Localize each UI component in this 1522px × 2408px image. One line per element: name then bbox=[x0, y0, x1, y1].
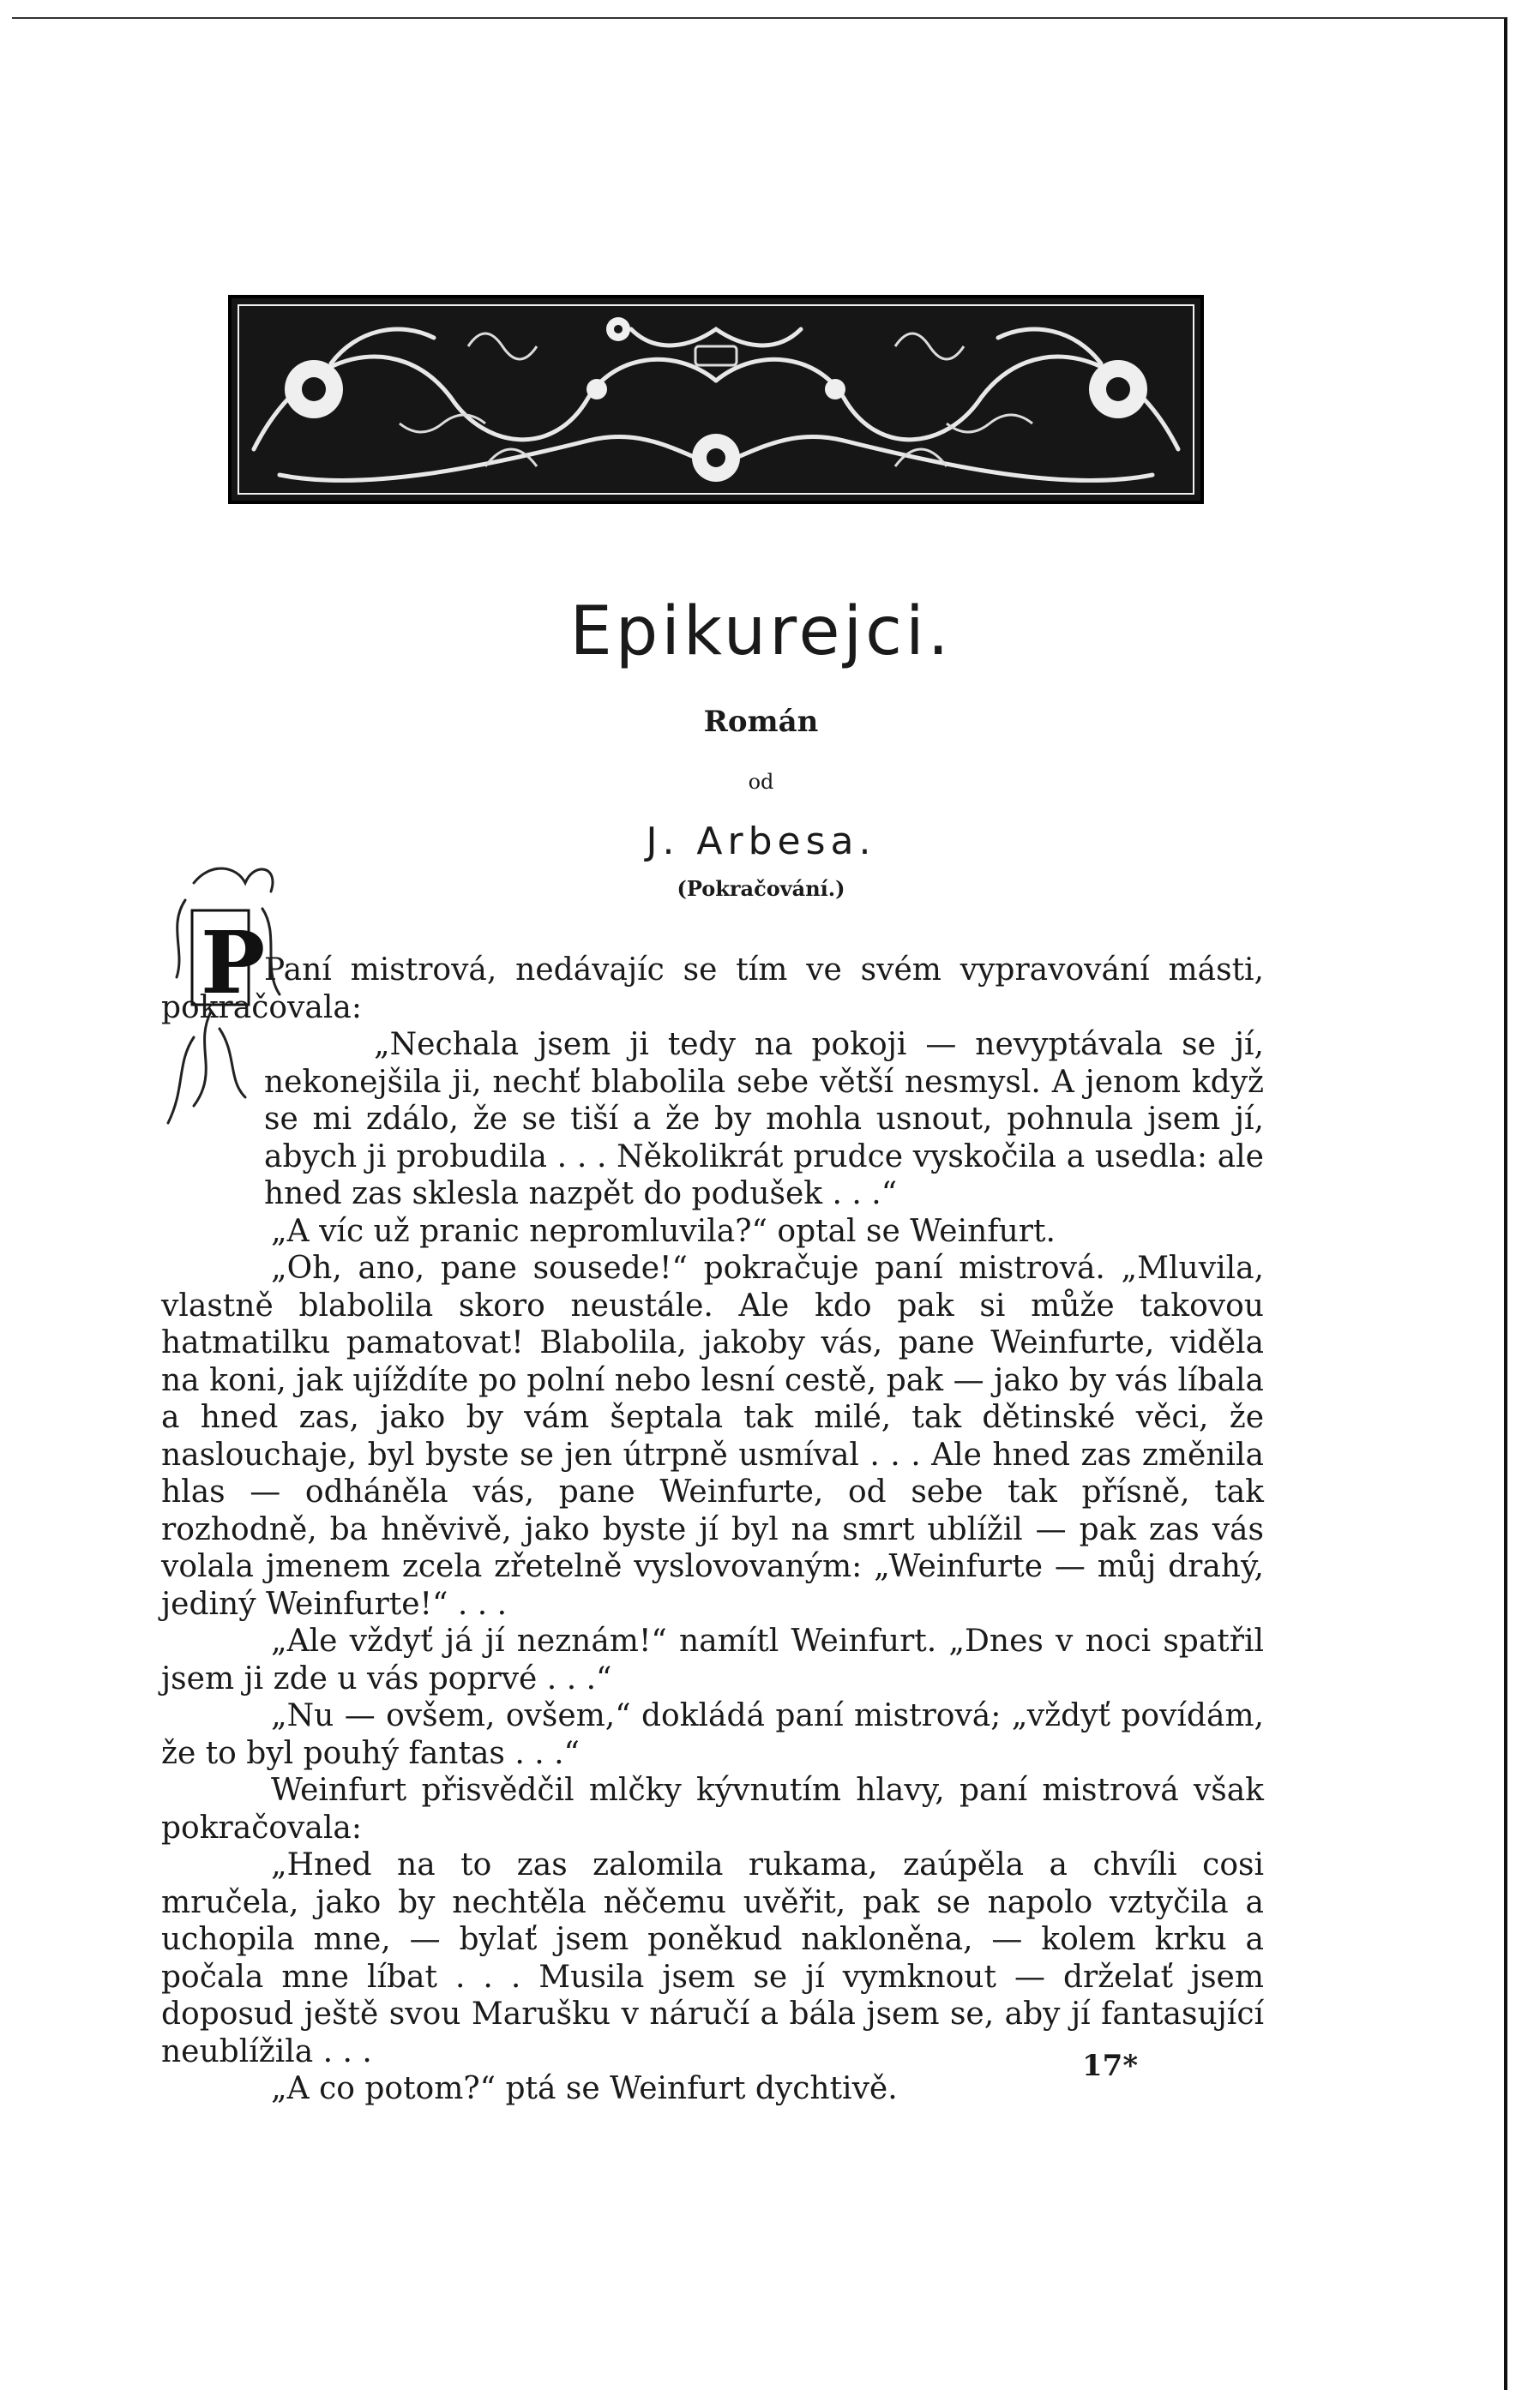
paragraph-text: „Ale vždyť já jí neznám!“ namítl Weinfurt. „Dnes v noci spatřil jsem ji zde u vás poprvé . . .“ bbox=[161, 1624, 1264, 1696]
page-number: 17* bbox=[1082, 2049, 1139, 2083]
paragraph bbox=[161, 1213, 1264, 1251]
paragraph-text: Paní mistrová, nedávajíc se tím ve svém vypravování másti, pokračovala: bbox=[161, 952, 1264, 1025]
paragraph bbox=[161, 1772, 1264, 1847]
byline-preposition: od bbox=[748, 770, 774, 794]
body-text bbox=[161, 952, 1264, 2108]
paragraph-text: „A víc už pranic nepromluvila?“ optal se Weinfurt. bbox=[271, 1213, 1056, 1249]
paragraph-text: „A co potom?“ ptá se Weinfurt dychtivě. bbox=[271, 2071, 898, 2106]
paragraph-text: „Hned na to zas zalomila rukama, zaúpěla a chvíli cosi mručela, jako by nechtěla něčemu uvěřit, pak se napolo vztyčila a uchopila mne, — bylať jsem poněkud nakloněna, — kolem krku a počala mne líbat . . . Musila jsem se jí vymknout — drželať jsem doposud ještě svou Marušku v náručí a bála jsem se, aby jí fantasující neublížila . . . bbox=[161, 1847, 1264, 2069]
paragraph-text: Weinfurt přisvědčil mlčky kývnutím hlavy, paní mistrová však pokračovala: bbox=[161, 1773, 1264, 1846]
continuation-note: (Pokračování.) bbox=[677, 876, 845, 901]
drop-cap-letter: P bbox=[201, 912, 266, 1013]
paragraph bbox=[161, 1026, 1264, 1213]
paragraph-text: „Oh, ano, pane sousede!“ pokračuje paní mistrová. „Mluvila, vlastně blabolila skoro neustále. Ale kdo pak si může takovou hatmatilku pamatovat! Blabolila, jakoby vás, pane Weinfurte, viděla na koni, jak ujíždíte po polní nebo lesní cestě, pak — jako by vás líbala a hned zas, jako by vám šeptala tak milé, tak dětinské věci, že naslouchaje, byl byste se jen útrpně usmíval . . . Ale hned zas změnila hlas — odháněla vás, pane Weinfurte, od sebe tak přísně, tak rozhodně, ba hněvivě, jako byste jí byl na smrt ublížil — pak zas vás volala jmenem zcela zřetelně vyslovovaným: „Weinfurte — můj drahý, jediný Weinfurte!“ . . . bbox=[161, 1251, 1264, 1622]
paragraph-text: „Nu — ovšem, ovšem,“ dokládá paní mistrová; „vždyť povídám, že to byl pouhý fantas . . .“ bbox=[161, 1698, 1264, 1771]
paragraph bbox=[161, 1847, 1264, 2070]
paragraph bbox=[161, 1697, 1264, 1772]
paragraph-text: „Nechala jsem ji tedy na pokoji — nevyptávala se jí, nekonejšila ji, nechť blabolila sebe větší nesmysl. A jenom když se mi zdálo, že se tiší a že by mohla usnout, pohnula jsem jí, abych ji probudila . . . Několikrát prudce vyskočila a usedla: ale hned zas sklesla nazpět do podušek . . .“ bbox=[264, 1027, 1264, 1211]
paragraph bbox=[161, 1623, 1264, 1697]
novel-title: Epikurejci. bbox=[569, 593, 953, 670]
ornamental-headpiece bbox=[228, 295, 1204, 504]
paragraph bbox=[161, 1250, 1264, 1623]
author-name: J. Arbesa. bbox=[646, 820, 876, 863]
paragraph bbox=[161, 952, 1264, 1026]
genre-subtitle: Román bbox=[703, 705, 819, 739]
